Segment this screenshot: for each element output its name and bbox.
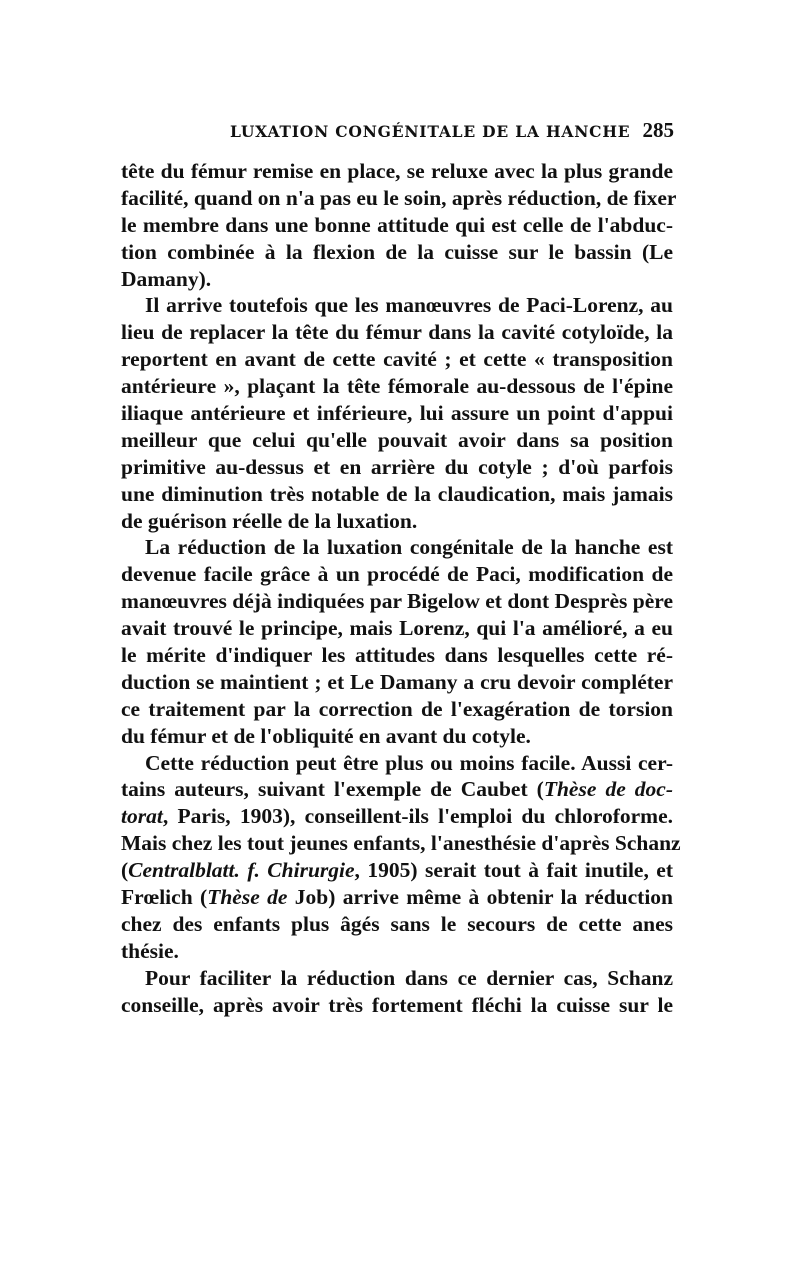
text-line <box>121 857 673 884</box>
citation-title: Thèse de doc- <box>543 777 673 802</box>
text-line: lieu de replacer la tête du fémur dans la cavité cotyloïde, la <box>121 320 673 345</box>
text-line: manœuvres déjà indiquées par Bigelow et dont Desprès père <box>121 589 673 614</box>
text-line: primitive au-dessus et en arrière du cotyle ; d'où parfois <box>121 454 673 479</box>
text-segment: ( <box>121 858 129 883</box>
text-line: reportent en avant de cette cavité ; et cette « transposition <box>121 347 673 372</box>
text-line: Pour faciliter la réduction dans ce dernier cas, Schanz <box>145 965 673 990</box>
citation-title: Centralblatt. f. Chirurgie <box>128 858 355 883</box>
text-line: Mais chez les tout jeunes enfants, l'anesthésie d'après Schanz <box>121 831 681 856</box>
text-line: tion combinée à la flexion de la cuisse sur le bassin (Le <box>121 239 673 264</box>
text-line: facilité, quand on n'a pas eu le soin, après réduction, de fixer <box>121 185 677 210</box>
text-line: duction se maintient ; et Le Damany a cru devoir compléter <box>121 669 673 694</box>
citation-title: torat <box>121 804 163 829</box>
paragraph <box>121 292 673 534</box>
text-line <box>121 776 673 803</box>
text-line: Cette réduction peut être plus ou moins facile. Aussi cer- <box>145 750 673 775</box>
text-line: de guérison réelle de la luxation. <box>121 508 418 533</box>
text-line <box>121 884 673 911</box>
text-line: thésie. <box>121 938 179 963</box>
text-line: une diminution très notable de la claudication, mais jamais <box>121 481 673 506</box>
paragraph <box>121 750 681 965</box>
citation-title: Thèse de <box>207 885 288 910</box>
running-title: LUXATION CONGÉNITALE DE LA HANCHE <box>230 122 631 141</box>
text-line: conseille, après avoir très fortement fléchi la cuisse sur le <box>121 992 673 1017</box>
paragraph <box>121 965 673 1019</box>
text-line: le membre dans une bonne attitude qui est celle de l'abduc- <box>121 212 673 237</box>
text-line: Damany). <box>121 266 212 291</box>
text-line: Il arrive toutefois que les manœuvres de Paci-Lorenz, au <box>145 293 673 318</box>
body-text <box>121 158 681 1019</box>
paragraph <box>121 534 673 749</box>
text-line: le mérite d'indiquer les attitudes dans lesquelles cette ré- <box>121 643 673 668</box>
text-line: devenue facile grâce à un procédé de Paci, modification de <box>121 562 673 587</box>
text-line: avait trouvé le principe, mais Lorenz, qui l'a amélioré, a eu <box>121 616 673 641</box>
text-line: iliaque antérieure et inférieure, lui assure un point d'appui <box>121 401 673 426</box>
text-segment: , 1905) serait tout à fait inutile, et <box>354 858 673 883</box>
paragraph <box>121 158 677 292</box>
running-head <box>120 118 676 148</box>
text-line: tête du fémur remise en place, se reluxe avec la plus grande <box>121 159 673 183</box>
text-segment: , Paris, 1903), conseillent-ils l'emploi du chloroforme. <box>162 804 673 829</box>
text-segment: tains auteurs, suivant l'exemple de Caubet ( <box>121 777 544 802</box>
text-segment: Job) arrive même à obtenir la réduction <box>287 885 673 910</box>
text-line: chez des enfants plus âgés sans le secours de cette anes <box>121 911 673 936</box>
text-line <box>121 803 673 830</box>
text-line: du fémur et de l'obliquité en avant du cotyle. <box>121 723 531 748</box>
text-line: meilleur que celui qu'elle pouvait avoir dans sa position <box>121 427 673 452</box>
text-segment: Frœlich ( <box>121 885 208 910</box>
text-line: ce traitement par la correction de l'exagération de torsion <box>121 696 673 721</box>
page-number: 285 <box>642 118 674 142</box>
text-line: La réduction de la luxation congénitale de la hanche est <box>145 535 673 560</box>
text-line: antérieure », plaçant la tête fémorale au-dessous de l'épine <box>121 374 673 399</box>
